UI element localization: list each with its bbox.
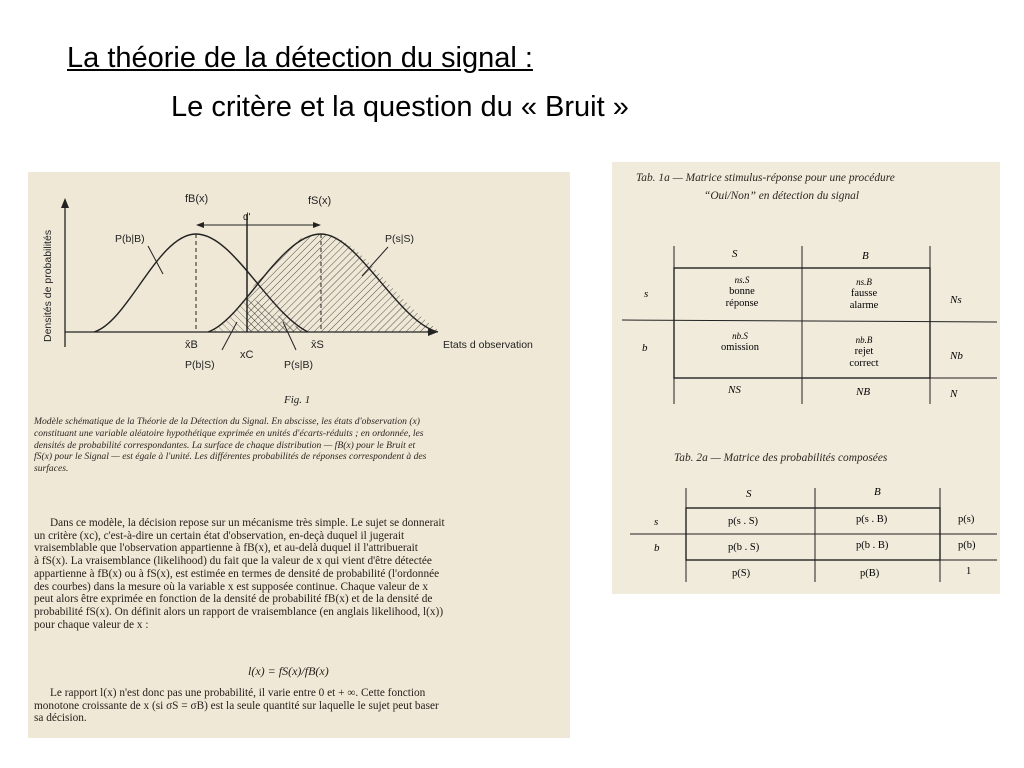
text-line: Le rapport l(x) n'est donc pas une probabilité, il varie entre 0 et + ∞. Cette fonction xyxy=(50,687,426,699)
cell-count: nb.B xyxy=(855,335,873,345)
tab1-cell-bS xyxy=(708,330,772,354)
psS-label: P(s|S) xyxy=(385,233,414,245)
tab1-total-NS: NS xyxy=(728,384,741,396)
book-scan-right xyxy=(612,162,1000,594)
tab2-cell-bS: p(b . S) xyxy=(728,542,760,553)
caption-line: fS(x) pour le Signal — est égale à l'unité. Les différentes probabilités de réponses correspondent à des xyxy=(34,451,427,463)
tab2-row-s: s xyxy=(654,516,659,528)
likelihood-formula: l(x) = fS(x)/fB(x) xyxy=(248,664,329,678)
tab2-cell-b: p(b) xyxy=(958,540,976,551)
tab1-total-NB: NB xyxy=(856,386,871,398)
tab1-caption-line2: “Oui/Non” en détection du signal xyxy=(704,190,860,202)
xB-label: x̄B xyxy=(185,339,198,351)
y-axis-label: Densités de probabilités xyxy=(42,229,54,342)
text-line: appartienne à fB(x) ou à fS(x), est estimée en termes de densité de probabilité (l'ordonnée xyxy=(34,567,440,580)
tab2-col-S: S xyxy=(746,488,752,500)
cell-label: alarme xyxy=(849,300,879,311)
cell-count: ns.B xyxy=(856,277,872,287)
cell-label: réponse xyxy=(725,298,759,309)
y-axis-arrow xyxy=(61,198,69,208)
text-line: Dans ce modèle, la décision repose sur un mécanisme très simple. Le sujet se donnerait xyxy=(50,517,445,529)
tab1-col-B: B xyxy=(862,250,869,262)
pbB-label: P(b|B) xyxy=(115,233,145,245)
pbS-label: P(b|S) xyxy=(185,359,215,371)
cell-label: correct xyxy=(849,358,879,369)
tab1-row-b: b xyxy=(642,342,648,354)
tab2-row-b: b xyxy=(654,542,660,554)
tab2-total-pS: p(S) xyxy=(732,568,751,579)
cell-count: nb.S xyxy=(732,331,748,341)
cell-count: ns.S xyxy=(734,275,750,285)
tab1-col-S: S xyxy=(732,248,738,260)
slide-subtitle: Le critère et la question du « Bruit » xyxy=(171,91,629,123)
caption-line: surfaces. xyxy=(34,463,69,475)
psB-label: P(s|B) xyxy=(284,359,313,371)
paragraph-2 xyxy=(34,687,564,725)
text-line: des courbes) dans la mesure où la variable x est supposée continue. Chaque valeur de x xyxy=(34,580,429,593)
caption-line: Modèle schématique de la Théorie de la Détection du Signal. En abscisse, les états d'observation (x) xyxy=(34,416,420,427)
tab2-cell-s: p(s) xyxy=(958,514,975,525)
fig-label: Fig. 1 xyxy=(284,394,311,406)
caption-line: constituant une variable aléatoire hypothétique exprimée en unités d'écarts-réduits ; en ordonnée, les xyxy=(34,427,424,439)
x-axis-label: Etats d observation xyxy=(443,339,533,351)
paragraph-1 xyxy=(34,517,564,631)
xC-label: xC xyxy=(240,349,254,361)
tab2-cell-sB: p(s . B) xyxy=(856,514,888,525)
cell-label: rejet xyxy=(854,346,874,357)
tab2-total-one: 1 xyxy=(966,566,972,577)
caption-line: densités de probabilité correspondantes. La surface de chaque distribution — fB(x) pour le Bruit et xyxy=(34,439,416,451)
cell-label: fausse xyxy=(850,288,878,299)
tab1-row-s: s xyxy=(644,288,649,300)
tab2-cell-sS: p(s . S) xyxy=(728,516,759,527)
tab1-total-Ns: Ns xyxy=(950,294,962,306)
tab2-col-B: B xyxy=(874,486,881,498)
fS-label: fS(x) xyxy=(308,195,332,207)
tab1-caption-line1: Tab. 1a — Matrice stimulus-réponse pour une procédure xyxy=(636,172,895,184)
tab1-cell-sB xyxy=(834,276,894,312)
tab1-total-N: N xyxy=(950,388,958,400)
tab1-cell-bB xyxy=(834,334,894,370)
text-line: sa décision. xyxy=(34,712,87,725)
tab2-total-pB: p(B) xyxy=(860,568,880,579)
text-line: pour chaque valeur de x : xyxy=(34,618,149,631)
area-p-b-given-S xyxy=(208,295,247,332)
text-line: vraisemblable que l'observation appartienne à fB(x), et au-delà duquel il l'attribuerait xyxy=(34,542,418,555)
tab2-caption: Tab. 2a — Matrice des probabilités composées xyxy=(674,452,888,464)
tab1-total-Nb: Nb xyxy=(950,350,963,362)
tables-drawing xyxy=(612,162,1000,594)
book-scan-left xyxy=(28,172,570,738)
fB-label: fB(x) xyxy=(185,193,209,205)
tab2-cell-bB: p(b . B) xyxy=(856,540,889,551)
cell-label: omission xyxy=(721,342,759,353)
text-line: probabilité fS(x). On définit alors un rapport de vraisemblance (en anglais likelihood, l(x)) xyxy=(34,605,444,618)
figure-caption xyxy=(34,416,564,475)
tab1-cell-sS xyxy=(712,274,772,310)
text-line: un critère (xc), c'est-à-dire un certain état d'observation, en-deçà duquel il jugerait xyxy=(34,529,405,542)
d-prime-label: d' xyxy=(243,212,251,223)
text-line: monotone croissante de x (si σS = σB) est la seule quantité sur laquelle le sujet peut baser xyxy=(34,699,439,712)
slide-title: La théorie de la détection du signal : xyxy=(67,42,533,74)
text-line: peut alors être exprimée en fonction de la densité de probabilité fB(x) et de la densité de xyxy=(34,593,433,606)
text-line: à fS(x). La vraisemblance (likelihood) du fait que la valeur de x qui vient d'être détectée xyxy=(34,555,432,568)
xS-label: x̄S xyxy=(311,339,324,351)
cell-label: bonne xyxy=(729,286,755,297)
